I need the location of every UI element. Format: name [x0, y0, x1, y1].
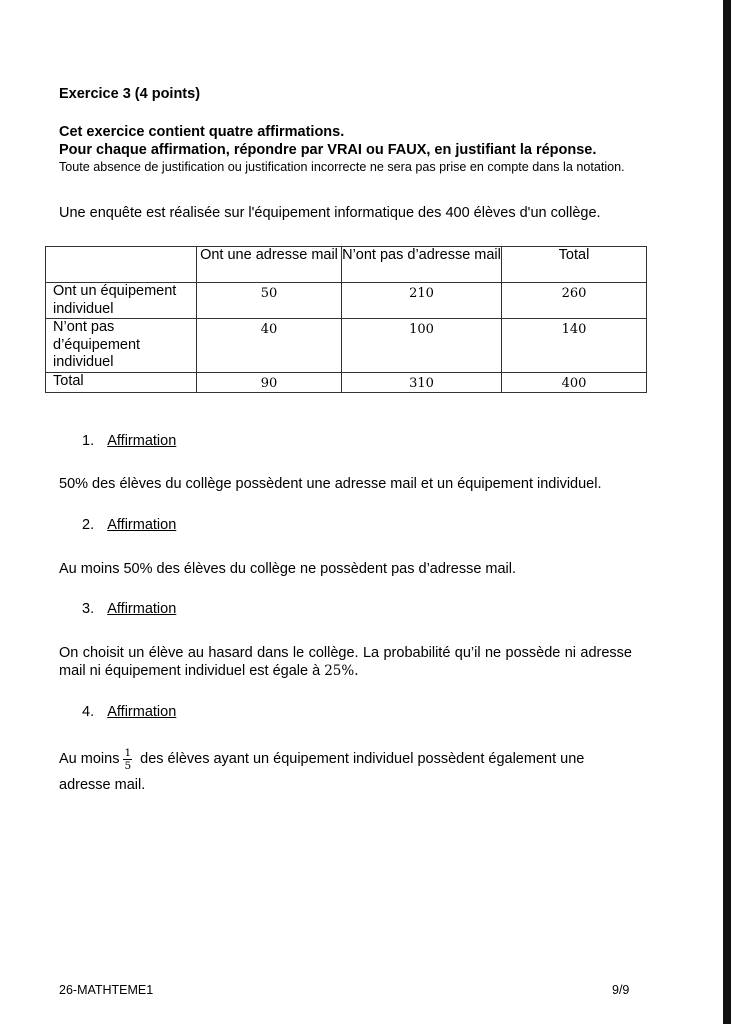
affirmation-label: Affirmation — [107, 704, 177, 720]
fraction-numerator: 1 — [124, 746, 132, 759]
table-cell: 100 — [342, 319, 502, 373]
affirmation-text-2: Au moins 50% des élèves du collège ne possèdent pas d’adresse mail. — [59, 561, 517, 577]
row-header: N’ont pas d’équipement individuel — [46, 319, 197, 373]
table-row — [46, 283, 647, 319]
affirmation-number: 4. — [82, 704, 95, 720]
affirmation-heading-4 — [82, 704, 176, 720]
row-header: Ont un équipement individuel — [46, 283, 197, 319]
column-header: Total — [502, 247, 647, 283]
instructions — [59, 123, 639, 175]
affirmation-label: Affirmation — [107, 433, 177, 449]
table-cell: 310 — [342, 372, 502, 393]
table-cell: 210 — [342, 283, 502, 319]
page-number: 9/9 — [612, 983, 630, 997]
table-cell: 90 — [197, 372, 342, 393]
table-cell: 50 — [197, 283, 342, 319]
affirmation-suffix: des élèves ayant un équipement individuel possèdent également une adresse mail. — [59, 751, 585, 793]
footer-code: 26-MATHTEME1 — [59, 983, 154, 997]
instruction-note: Toute absence de justification ou justification incorrecte ne sera pas prise en compte dans la notation. — [59, 160, 625, 174]
probability-value: 25%. — [324, 663, 359, 679]
affirmation-text-4 — [59, 746, 634, 798]
affirmation-number: 2. — [82, 517, 95, 533]
survey-intro: Une enquête est réalisée sur l'équipement informatique des 400 élèves d'un collège. — [59, 205, 601, 221]
affirmation-number: 3. — [82, 601, 95, 617]
instruction-line-2: Pour chaque affirmation, répondre par VRAI ou FAUX, en justifiant la réponse. — [59, 142, 597, 158]
affirmation-prefix: Au moins — [59, 751, 120, 767]
table-cell: 400 — [502, 372, 647, 393]
table-cell: 260 — [502, 283, 647, 319]
affirmation-heading-1 — [82, 433, 176, 449]
instruction-line-1: Cet exercice contient quatre affirmations. — [59, 124, 345, 140]
row-header: Total — [46, 372, 197, 393]
table-cell: 40 — [197, 319, 342, 373]
affirmation-heading-3 — [82, 601, 176, 617]
column-header: Ont une adresse mail — [197, 247, 342, 283]
fraction-denominator: 5 — [124, 759, 132, 772]
column-header: N’ont pas d’adresse mail — [342, 247, 502, 283]
right-edge-band — [723, 0, 731, 1024]
fraction — [123, 747, 132, 772]
exercise-title: Exercice 3 (4 points) — [59, 86, 201, 102]
affirmation-text-1: 50% des élèves du collège possèdent une adresse mail et un équipement individuel. — [59, 476, 602, 492]
table-row — [46, 372, 647, 393]
table-cell: 140 — [502, 319, 647, 373]
contingency-table — [45, 246, 647, 393]
affirmation-number: 1. — [82, 433, 95, 449]
table-corner-cell — [46, 247, 197, 283]
affirmation-heading-2 — [82, 517, 176, 533]
table-row — [46, 319, 647, 373]
affirmation-label: Affirmation — [107, 517, 177, 533]
affirmation-text-3 — [59, 644, 632, 680]
table-header-row — [46, 247, 647, 283]
affirmation-sentence: On choisit un élève au hasard dans le collège. La probabilité qu’il ne possède ni adresse mail ni équipement individuel est égale à — [59, 645, 632, 679]
affirmation-label: Affirmation — [107, 601, 177, 617]
